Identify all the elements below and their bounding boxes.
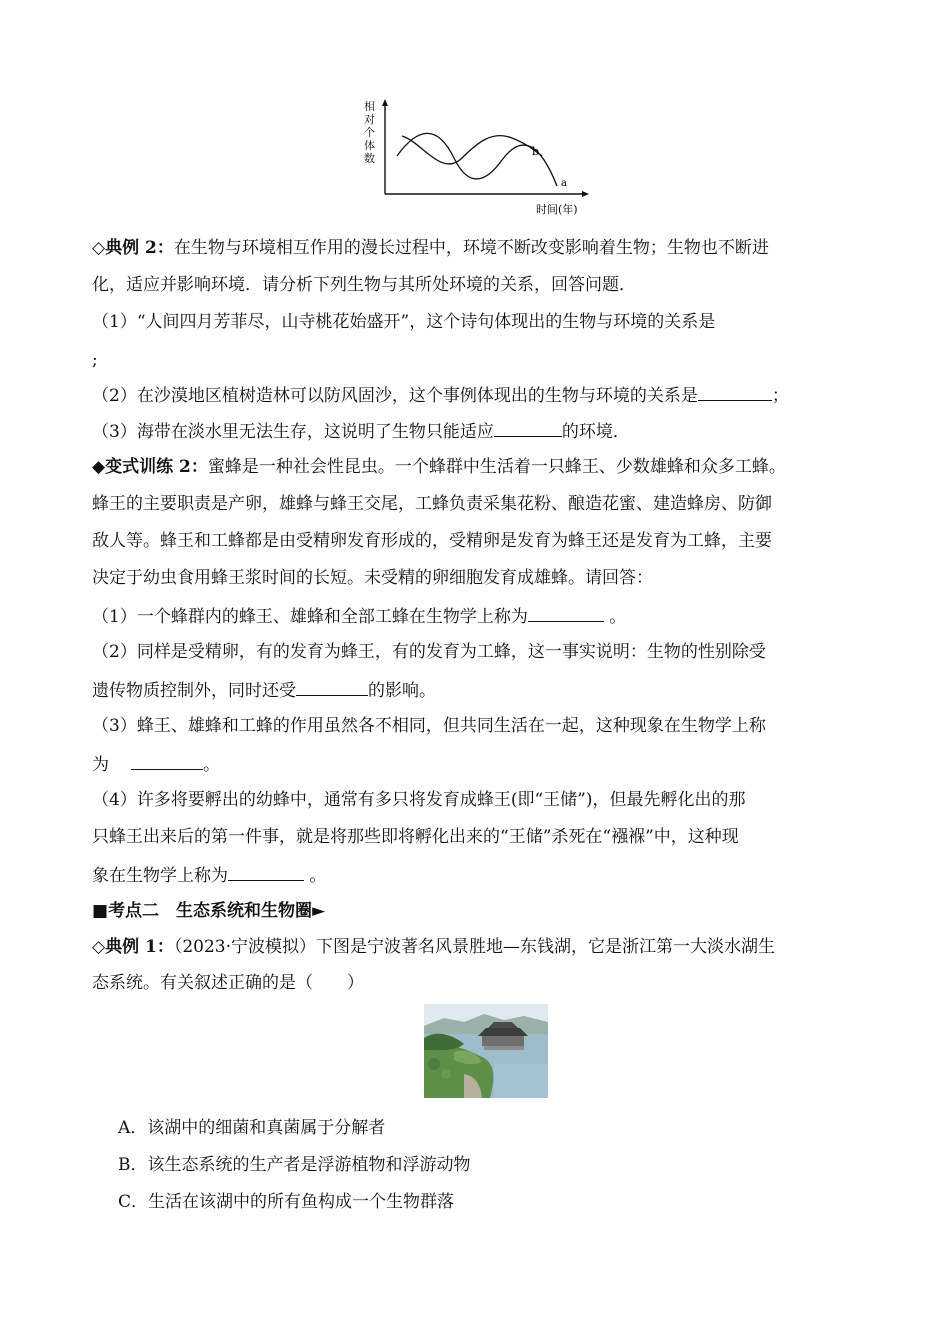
variation2-q2b bbox=[92, 677, 872, 703]
x-axis-label: 时间(年) bbox=[536, 203, 578, 216]
variation2-q4c-text: 象在生物学上称为 bbox=[92, 866, 228, 886]
answer-blank[interactable] bbox=[228, 862, 304, 881]
variation2-line2: 蜂王的主要职责是产卵，雄蜂与蜂王交尾，工蜂负责采集花粉、酿造花蜜、建造蜂房、防御 bbox=[92, 494, 772, 514]
answer-blank[interactable] bbox=[296, 677, 368, 696]
example2-q2 bbox=[92, 382, 872, 408]
option-a: A．该湖中的细菌和真菌属于分解者 bbox=[118, 1118, 386, 1138]
variation2-q1 bbox=[92, 603, 872, 629]
example1-text: （2023·宁波模拟）下图是宁波著名风景胜地—东钱湖，它是浙江第一大淡水湖生 bbox=[173, 937, 775, 957]
example2-line2: 化，适应并影响环境．请分析下列生物与其所处环境的关系，回答问题． bbox=[92, 275, 636, 295]
population-curve-figure bbox=[362, 98, 594, 220]
example2-q1: （1）“人间四月芳菲尽，山寺桃花始盛开”，这个诗句体现出的生物与环境的关系是 bbox=[92, 312, 716, 332]
answer-blank[interactable] bbox=[698, 382, 772, 401]
variation2-q3b-end: 。 bbox=[203, 755, 220, 775]
example2-q3-text: （3）海带在淡水里无法生存，这说明了生物只能适应 bbox=[92, 422, 494, 442]
example2-q3 bbox=[92, 418, 872, 444]
variation2-q3b bbox=[92, 751, 872, 777]
curve-b bbox=[402, 136, 542, 164]
variation2-q4a: （4）许多将要孵出的幼蜂中，通常有多只将发育成蜂王(即“王储”)，但最先孵化出的那 bbox=[92, 790, 746, 810]
y-label-char: 个 bbox=[364, 126, 375, 139]
population-curve-chart bbox=[362, 98, 594, 220]
example2-q2-text: （2）在沙漠地区植树造林可以防风固沙，这个事例体现出的生物与环境的关系是 bbox=[92, 386, 698, 406]
variation2-q1-text: （1）一个蜂群内的蜂王、雄蜂和全部工蜂在生物学上称为 bbox=[92, 607, 528, 627]
variation2-q4c-end: 。 bbox=[304, 866, 327, 886]
diamond-outline-icon: ◇ bbox=[92, 238, 106, 258]
option-b: B．该生态系统的生产者是浮游植物和浮游动物 bbox=[118, 1155, 471, 1175]
example1-line1 bbox=[92, 935, 872, 959]
diamond-outline-icon: ◇ bbox=[92, 937, 106, 957]
diamond-solid-icon: ◆ bbox=[92, 457, 106, 477]
variation2-q2b-text: 遗传物质控制外，同时还受 bbox=[92, 681, 296, 701]
curve-a-label: a bbox=[561, 178, 567, 189]
y-label-char: 相 bbox=[364, 100, 375, 113]
section2-title: 考点二 生态系统和生物圈 bbox=[108, 901, 313, 921]
variation2-line3: 敌人等。蜂王和工蜂都是由受精卵发育形成的，受精卵是发育为蜂王还是发育为工蜂，主要 bbox=[92, 531, 772, 551]
answer-blank[interactable] bbox=[494, 418, 562, 437]
section2-heading bbox=[92, 899, 872, 923]
variation2-q3a: （3）蜂王、雄蜂和工蜂的作用虽然各不相同，但共同生活在一起，这种现象在生物学上称 bbox=[92, 716, 766, 736]
option-c: C．生活在该湖中的所有鱼构成一个生物群落 bbox=[118, 1192, 455, 1212]
example2-line1 bbox=[92, 236, 872, 260]
variation2-line1 bbox=[92, 455, 872, 479]
variation2-q1-end: 。 bbox=[603, 607, 627, 627]
y-label-char: 对 bbox=[364, 113, 375, 126]
variation2-q2a: （2）同样是受精卵，有的发育为蜂王，有的发育为工蜂，这一事实说明：生物的性别除受 bbox=[92, 642, 766, 662]
y-axis-arrow bbox=[382, 99, 388, 106]
example1-heading: 典例 1： bbox=[105, 937, 174, 957]
x-axis-arrow bbox=[582, 191, 589, 197]
variation2-q4b: 只蜂王出来后的第一件事，就是将那些即将孵化出来的“王储”杀死在“襁褓”中，这种现 bbox=[92, 827, 739, 847]
y-label-char: 体 bbox=[364, 139, 375, 152]
square-bullet-icon: ■ bbox=[92, 901, 109, 921]
variation2-heading: 变式训练 2： bbox=[105, 457, 208, 477]
example2-q2-end: ； bbox=[771, 386, 789, 406]
example2-q3-end: 的环境． bbox=[561, 422, 630, 442]
variation2-q4c bbox=[92, 862, 872, 888]
example2-q1-end: ; bbox=[92, 350, 98, 370]
example2-text: 在生物与环境相互作用的漫长过程中，环境不断改变影响着生物；生物也不断进 bbox=[173, 238, 769, 258]
variation2-line4: 决定于幼虫食用蜂王浆时间的长短。未受精的卵细胞发育成雄蜂。请回答： bbox=[92, 568, 653, 588]
lake-scene-image bbox=[424, 1004, 548, 1098]
y-label-char: 数 bbox=[364, 152, 375, 165]
answer-blank[interactable] bbox=[528, 603, 604, 622]
lake-photo bbox=[424, 1004, 548, 1098]
triangle-right-icon: ► bbox=[312, 901, 326, 921]
curve-b-label: b bbox=[532, 145, 540, 158]
variation2-text: 蜜蜂是一种社会性昆虫。一个蜂群中生活着一只蜂王、少数雄蜂和众多工蜂。 bbox=[207, 457, 786, 477]
answer-blank[interactable] bbox=[131, 751, 203, 770]
example2-heading: 典例 2： bbox=[105, 238, 174, 258]
variation2-q3b-text: 为 bbox=[92, 755, 109, 775]
variation2-q2b-end: 的影响。 bbox=[368, 681, 436, 701]
example1-line2: 态系统。有关叙述正确的是（ ） bbox=[92, 973, 364, 993]
curve-a bbox=[397, 133, 557, 186]
